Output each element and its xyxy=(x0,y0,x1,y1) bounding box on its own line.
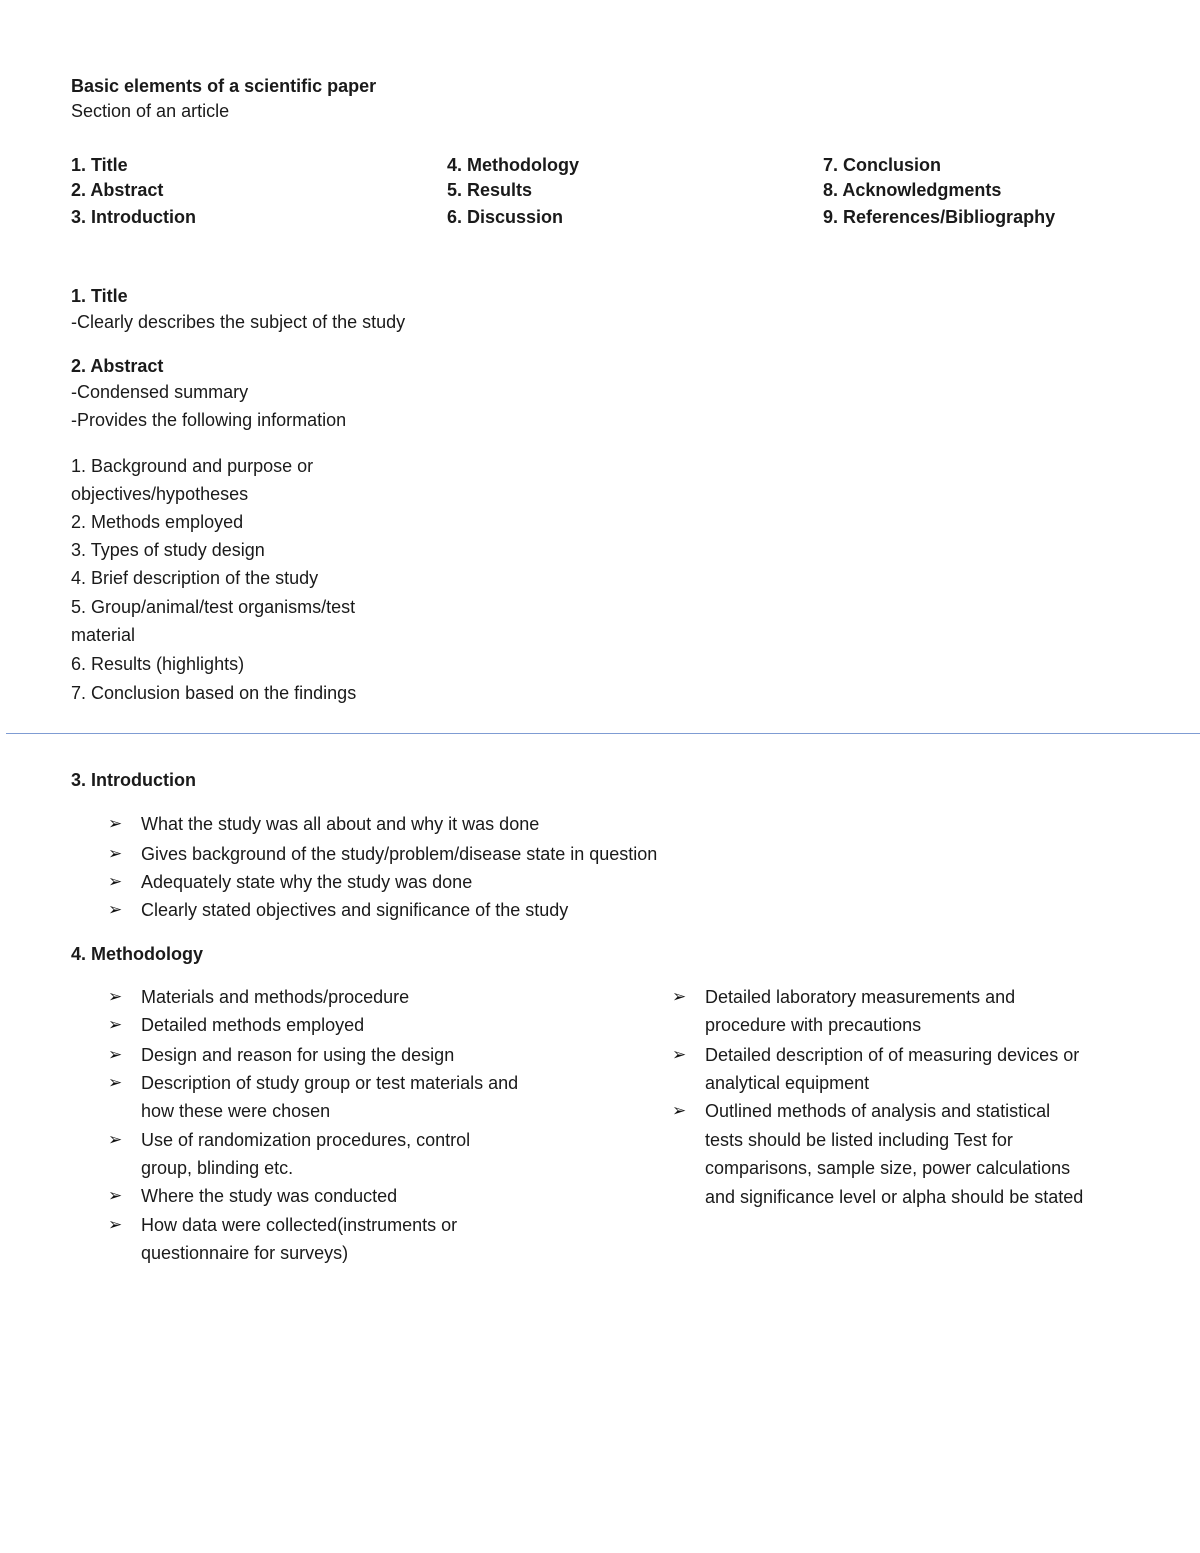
abstract-list-item: 4. Brief description of the study xyxy=(71,568,319,588)
arrow-bullet-icon: ➢ xyxy=(108,900,123,919)
overview-item: 4. Methodology xyxy=(447,155,579,175)
arrow-bullet-icon: ➢ xyxy=(672,1045,687,1064)
arrow-bullet-icon: ➢ xyxy=(108,1186,123,1205)
document-subtitle: Section of an article xyxy=(71,101,230,121)
introduction-section-heading: 3. Introduction xyxy=(71,770,196,790)
abstract-list-item: 1. Background and purpose or xyxy=(71,456,314,476)
abstract-list-item: 5. Group/animal/test organisms/test xyxy=(71,597,356,617)
abstract-list-item: 7. Conclusion based on the findings xyxy=(71,683,357,703)
arrow-bullet-icon: ➢ xyxy=(672,1101,687,1120)
arrow-bullet-icon: ➢ xyxy=(108,1130,123,1149)
title-section-heading: 1. Title xyxy=(71,286,128,306)
page-divider xyxy=(6,733,1200,734)
abstract-list-item: material xyxy=(71,625,136,645)
arrow-bullet-icon: ➢ xyxy=(108,1073,123,1092)
arrow-bullet-icon: ➢ xyxy=(108,844,123,863)
overview-item: 1. Title xyxy=(71,155,128,175)
abstract-list-item: 6. Results (highlights) xyxy=(71,654,245,674)
overview-item: 6. Discussion xyxy=(447,207,564,227)
document-title: Basic elements of a scientific paper xyxy=(71,76,377,96)
abstract-line: -Provides the following information xyxy=(71,410,347,430)
overview-item: 9. References/Bibliography xyxy=(823,207,1056,227)
arrow-bullet-icon: ➢ xyxy=(108,1045,123,1064)
abstract-list-item: 2. Methods employed xyxy=(71,512,244,532)
overview-item: 3. Introduction xyxy=(71,207,196,227)
title-section-description: -Clearly describes the subject of the study xyxy=(71,312,406,332)
arrow-bullet-icon: ➢ xyxy=(672,987,687,1006)
overview-item: 7. Conclusion xyxy=(823,155,942,175)
abstract-list-item: objectives/hypotheses xyxy=(71,484,249,504)
arrow-bullet-icon: ➢ xyxy=(108,1015,123,1034)
overview-item: 8. Acknowledgments xyxy=(823,180,1002,200)
arrow-bullet-icon: ➢ xyxy=(108,814,123,833)
arrow-bullet-icon: ➢ xyxy=(108,987,123,1006)
abstract-section-heading: 2. Abstract xyxy=(71,356,164,376)
arrow-bullet-icon: ➢ xyxy=(108,1215,123,1234)
overview-item: 5. Results xyxy=(447,180,533,200)
methodology-section-heading: 4. Methodology xyxy=(71,944,203,964)
abstract-line: -Condensed summary xyxy=(71,382,249,402)
abstract-list-item: 3. Types of study design xyxy=(71,540,265,560)
arrow-bullet-icon: ➢ xyxy=(108,872,123,891)
overview-item: 2. Abstract xyxy=(71,180,164,200)
